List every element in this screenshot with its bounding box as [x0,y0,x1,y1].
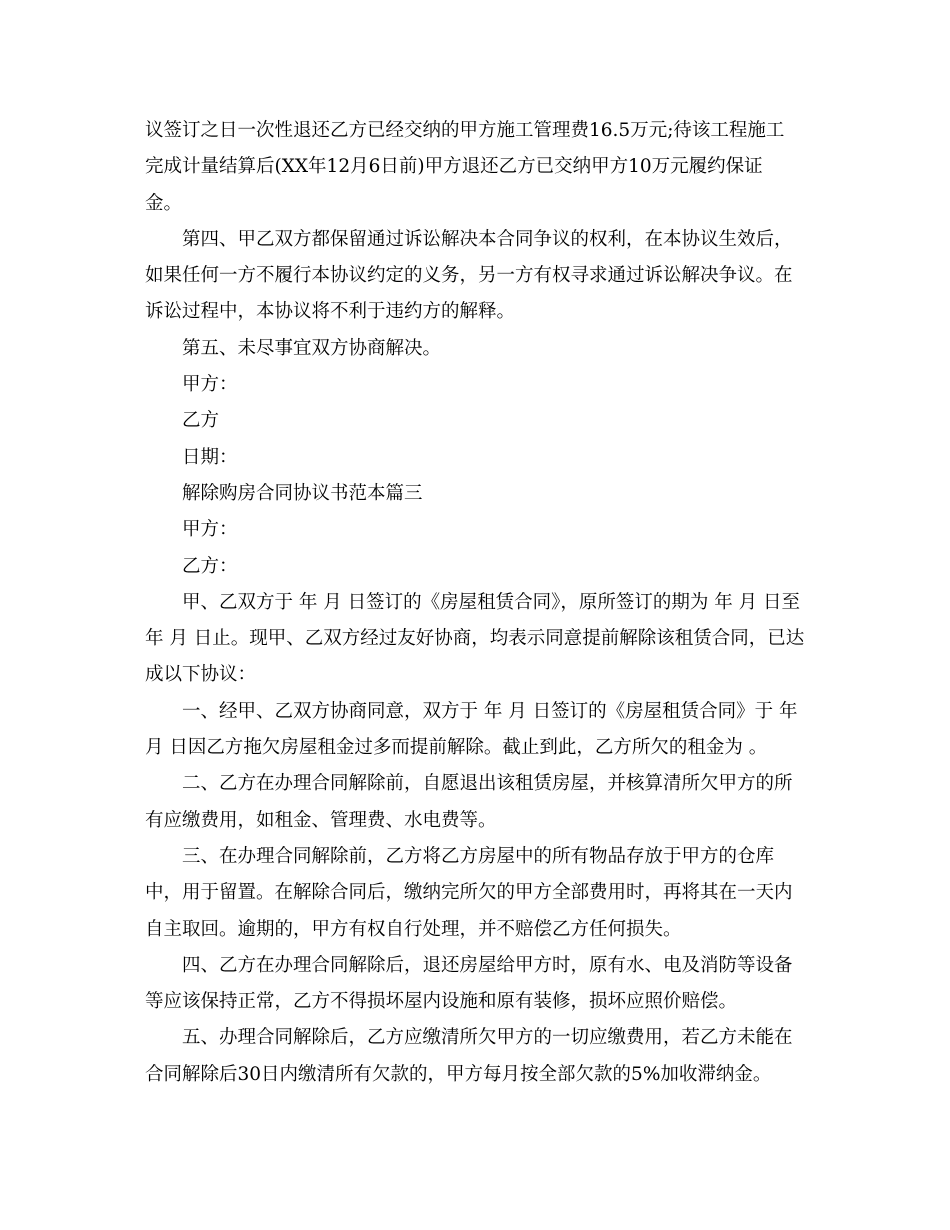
document-paragraph [145,222,805,331]
document-line: 甲、乙双方于 年 月 日签订的《房屋租赁合同》，原所签订的期为 年 月 日至 [182,591,801,613]
document-line: 乙方： [182,555,238,577]
document-line: 等应该保持正常，乙方不得损坏屋内设施和原有装修，损坏应照价赔偿。 [145,991,738,1013]
document-paragraph [145,948,805,1021]
document-line: 年 月 日止。现甲、乙双方经过友好协商，均表示同意提前解除该租赁合同，已达 [145,628,805,650]
document-line: 解除购房合同协议书范本篇三 [182,482,423,504]
document-paragraph [145,1020,805,1093]
document-line: 日期： [182,446,238,468]
document-line: 有应缴费用，如租金、管理费、水电费等。 [145,809,497,831]
document-line: 第四、甲乙双方都保留通过诉讼解决本合同争议的权利，在本协议生效后， [182,228,793,250]
document-line: 中，用于留置。在解除合同后，缴纳完所欠的甲方全部费用时，再将其在一天内 [145,882,793,904]
document-line: 金。 [145,192,183,214]
document-paragraph [145,585,805,694]
document-line: 月 日因乙方拖欠房屋租金过多而提前解除。截止到此，乙方所欠的租金为 。 [145,737,768,759]
document-paragraph [145,549,805,585]
document-line: 如果任何一方不履行本协议约定的义务，另一方有权寻求通过诉讼解决争议。在 [145,265,793,287]
document-line: 第五、未尽事宜双方协商解决。 [182,337,442,359]
document-body [145,113,805,1093]
document-paragraph [145,839,805,948]
document-line: 五、办理合同解除后，乙方应缴清所欠甲方的一切应缴费用，若乙方未能在 [182,1027,793,1049]
document-line: 四、乙方在办理合同解除后，退还房屋给甲方时，原有水、电及消防等设备 [182,954,793,976]
document-paragraph [145,476,805,512]
document-paragraph [145,403,805,439]
document-paragraph [145,512,805,548]
document-line: 三、在办理合同解除前，乙方将乙方房屋中的所有物品存放于甲方的仓库 [182,845,775,867]
document-paragraph [145,113,805,222]
document-line: 完成计量结算后(XX年12月6日前)甲方退还乙方已交纳甲方10万元履约保证 [145,156,763,178]
document-line: 乙方 [182,410,220,432]
document-paragraph [145,766,805,839]
document-line: 诉讼过程中，本协议将不利于违约方的解释。 [145,301,516,323]
document-line: 二、乙方在办理合同解除前，自愿退出该租赁房屋，并核算清所欠甲方的所 [182,773,793,795]
document-line: 甲方： [182,519,238,541]
document-paragraph [145,367,805,403]
document-paragraph [145,331,805,367]
document-line: 自主取回。逾期的，甲方有权自行处理，并不赔偿乙方任何损失。 [145,918,682,940]
document-line: 议签订之日一次性退还乙方已经交纳的甲方施工管理费16.5万元;待该工程施工 [145,120,785,141]
document-line: 成以下协议： [145,664,257,686]
document-line: 合同解除后30日内缴清所有欠款的，甲方每月按全部欠款的5%加收滞纳金。 [145,1063,772,1085]
document-line: 甲方： [182,374,238,396]
document-paragraph [145,440,805,476]
document-paragraph [145,694,805,767]
document-line: 一、经甲、乙双方协商同意，双方于 年 月 日签订的《房屋租赁合同》于 年 [182,700,798,722]
